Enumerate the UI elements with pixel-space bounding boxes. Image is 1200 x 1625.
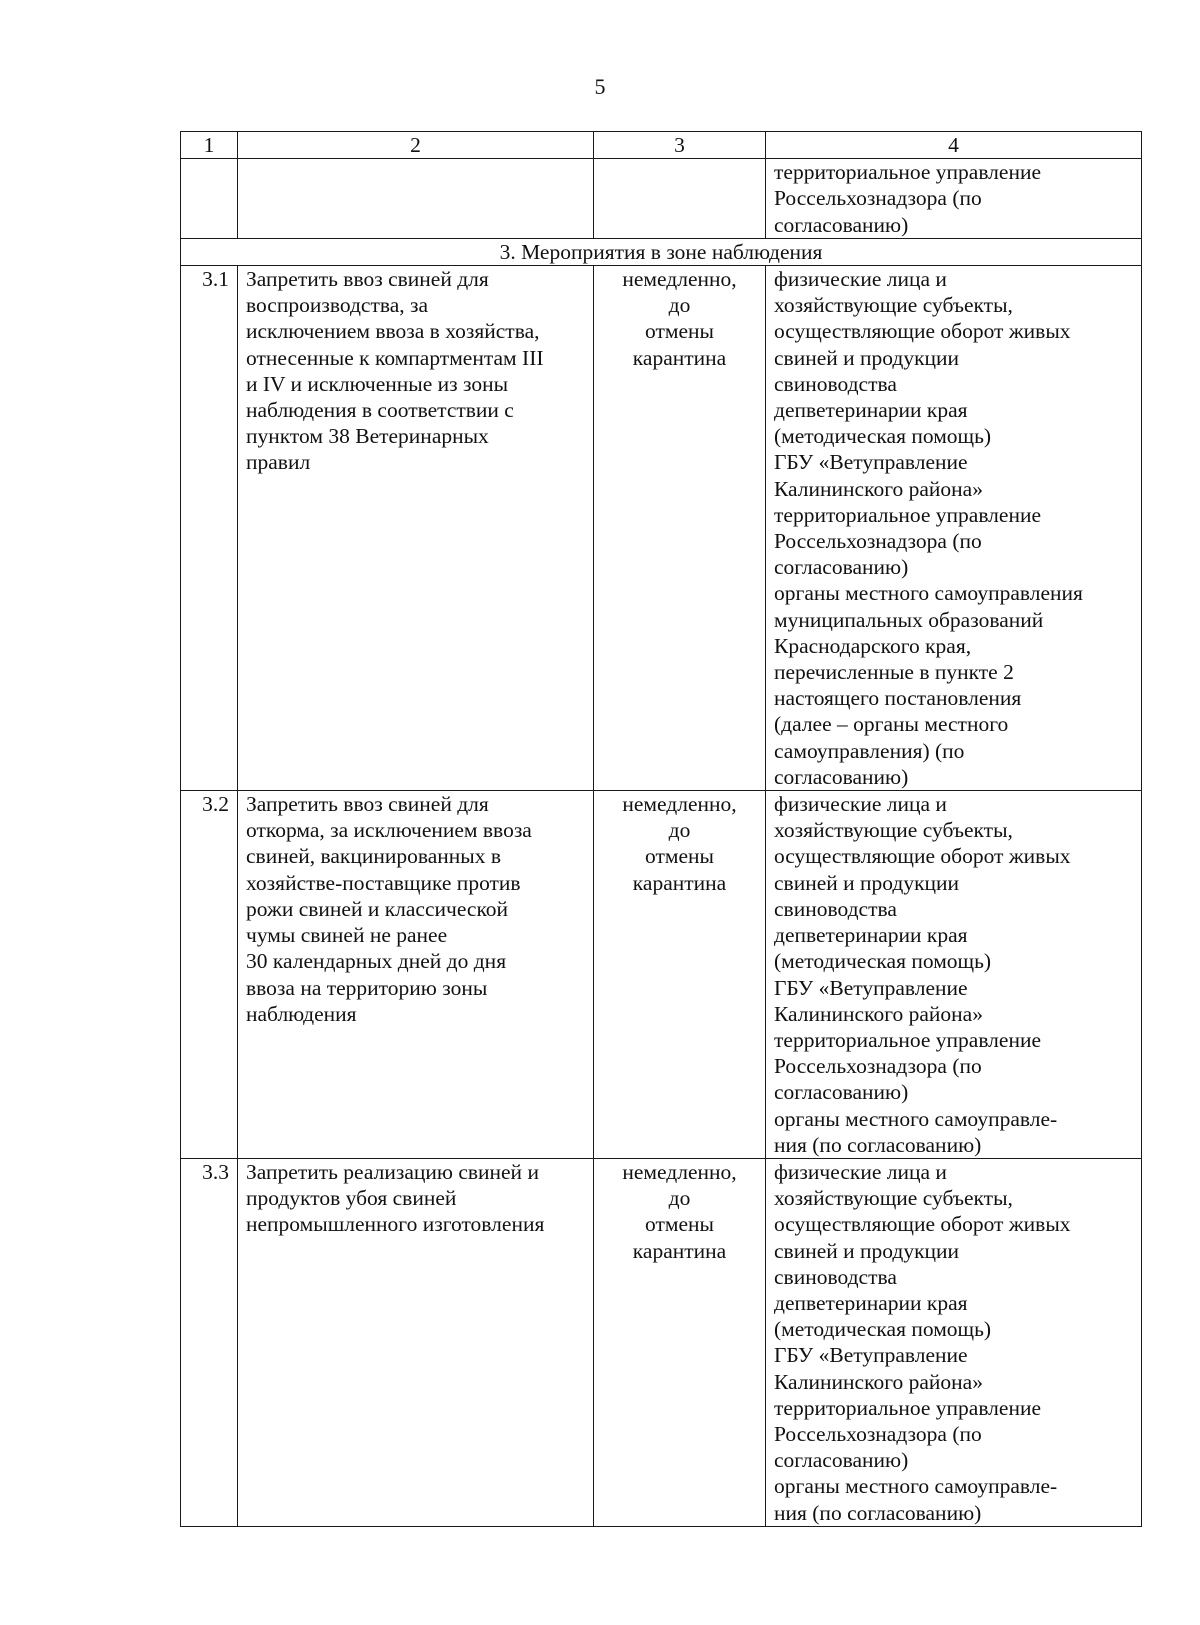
text-line: депветеринарии края [774,398,968,423]
text-line: согласованию) [774,1448,909,1473]
text-line: хозяйствующие субъекты, [774,1186,1013,1211]
text-line: 30 календарных дней до дня [246,949,507,974]
text-line: территориальное управление [774,1395,1042,1420]
text-line: непромышленного изготовления [246,1212,545,1237]
text-line: территориальное управление [774,1027,1042,1052]
text-line: ния (по согласованию) [774,1132,982,1157]
text-line: свиноводства [774,371,897,396]
text-line: продуктов убоя свиней [246,1186,457,1211]
text-line: немедленно, [622,1159,737,1184]
text-line: хозяйствующие субъекты, [774,818,1013,843]
text-line: рожи свиней и классической [246,896,509,921]
text-line: Россельхознадзора (по [774,529,982,554]
text-line: правил [246,450,311,475]
text-line: депветеринарии края [774,923,968,948]
text-line: воспроизводства, за [246,293,429,318]
text-line: свиней и продукции [774,870,960,895]
row-number: 3.1 [181,266,238,791]
term-cell [594,791,766,1159]
text-line: свиноводства [774,896,897,921]
text-line: (методическая помощь) [774,424,992,449]
text-line: (методическая помощь) [774,949,992,974]
text-line: исключением ввоза в хозяйства, [246,319,540,344]
text-line: ГБУ «Ветуправление [774,975,968,1000]
text-line: карантина [632,345,727,370]
text-line: осуществляющие оборот живых [774,1212,1071,1237]
column-number-2: 2 [238,132,594,159]
section-row [181,238,1142,265]
text-line: пунктом 38 Ветеринарных [246,424,489,449]
text-line: Россельхознадзора (по [774,1421,982,1446]
text-line: территориальное управление [774,160,1042,185]
text-line: Запретить реализацию свиней и [246,1159,539,1184]
measures-table [180,131,1142,1527]
text-line: Россельхознадзора (по [774,186,982,211]
text-line: немедленно, [622,792,737,817]
text-line: хозяйствующие субъекты, [774,293,1013,318]
text-line: отмены [645,844,714,869]
text-line: свиней и продукции [774,1238,960,1263]
text-line: Калининского района» [774,1001,983,1026]
text-line: (далее – органы местного [774,712,1009,737]
measure-cell [238,791,594,1159]
responsible-cell [766,791,1142,1159]
text-line: перечисленные в пункте 2 [774,660,1014,685]
text-line: ния (по согласованию) [774,1500,982,1525]
continuation-row [181,159,1142,239]
text-line: немедленно, [622,267,737,292]
text-line: до [668,293,691,318]
text-line: и IV и исключенные из зоны [246,371,509,396]
continuation-measure-cell [238,159,594,239]
text-line: карантина [632,1238,727,1263]
text-line: согласованию) [774,555,909,580]
text-line: ГБУ «Ветуправление [774,450,968,475]
text-line: осуществляющие оборот живых [774,319,1071,344]
table-header-row [181,132,1142,159]
text-line: ввоза на территорию зоны [246,975,488,1000]
column-number-4: 4 [766,132,1142,159]
text-line: муниципальных образований [774,607,1044,632]
text-line: ГБУ «Ветуправление [774,1343,968,1368]
text-line: согласованию) [774,1080,909,1105]
text-line: физические лица и [774,267,947,292]
column-number-1: 1 [181,132,238,159]
text-line: территориальное управление [774,502,1042,527]
text-line: отмены [645,319,714,344]
text-line: до [668,1186,691,1211]
text-line: согласованию) [774,764,909,789]
row-number: 3.2 [181,791,238,1159]
text-line: до [668,818,691,843]
text-line: депветеринарии края [774,1290,968,1315]
text-line: самоуправления) (по [774,738,965,763]
section-title: 3. Мероприятия в зоне наблюдения [181,238,1142,265]
text-line: согласованию) [774,212,909,237]
table-row [181,1158,1142,1526]
text-line: Россельхознадзора (по [774,1054,982,1079]
text-line: Запретить ввоз свиней для [246,267,489,292]
row-number: 3.3 [181,1158,238,1526]
text-line: свиней, вакцинированных в [246,844,502,869]
text-line: физические лица и [774,792,947,817]
text-line: Запретить ввоз свиней для [246,792,489,817]
continuation-term-cell [594,159,766,239]
text-line: карантина [632,870,727,895]
text-line: Калининского района» [774,1369,983,1394]
text-line: органы местного самоуправления [774,581,1083,606]
responsible-cell [766,1158,1142,1526]
text-line: откорма, за исключением ввоза [246,818,532,843]
text-line: наблюдения [246,1001,357,1026]
text-line: отмены [645,1212,714,1237]
continuation-responsible-cell [766,159,1142,239]
text-line: хозяйстве-поставщике против [246,870,521,895]
text-line: органы местного самоуправле- [774,1106,1058,1131]
responsible-cell [766,266,1142,791]
text-line: Калининского района» [774,476,983,501]
text-line: физические лица и [774,1159,947,1184]
text-line: органы местного самоуправле- [774,1474,1058,1499]
text-line: наблюдения в соответствии с [246,398,514,423]
continuation-num-cell [181,159,238,239]
text-line: Краснодарского края, [774,633,972,658]
table-row [181,266,1142,791]
measure-cell [238,1158,594,1526]
term-cell [594,1158,766,1526]
measure-cell [238,266,594,791]
column-number-3: 3 [594,132,766,159]
text-line: чумы свиней не ранее [246,923,448,948]
text-line: свиноводства [774,1264,897,1289]
text-line: осуществляющие оборот живых [774,844,1071,869]
text-line: настоящего постановления [774,686,1022,711]
text-line: (методическая помощь) [774,1317,992,1342]
page-number: 5 [594,74,606,99]
text-line: отнесенные к компартментам III [246,345,544,370]
term-cell [594,266,766,791]
text-line: свиней и продукции [774,345,960,370]
table-row [181,791,1142,1159]
